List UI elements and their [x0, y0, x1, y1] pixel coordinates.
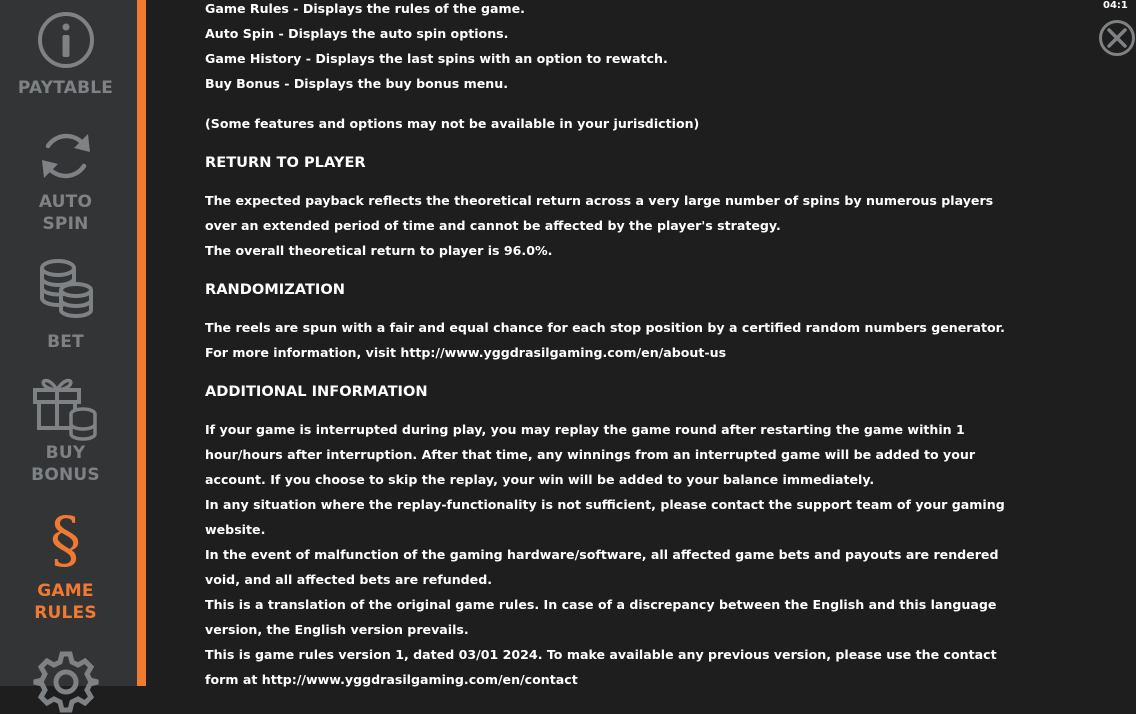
- sidebar-accent-bar: [137, 0, 146, 686]
- feature-game-rules: Game Rules - Displays the rules of the game.: [205, 1, 525, 16]
- sidebar-item-settings[interactable]: [0, 650, 131, 714]
- randomization-heading: RANDOMIZATION: [205, 281, 345, 298]
- sidebar-item-bet[interactable]: [0, 258, 131, 353]
- sidebar-item-label: GAME: [37, 581, 94, 601]
- sidebar: [0, 0, 137, 686]
- sidebar-item-label: AUTO: [38, 192, 93, 212]
- features-note: (Some features and options may not be available in your jurisdiction): [205, 116, 700, 131]
- feature-game-history: Game History - Displays the last spins with an option to rewatch.: [205, 51, 668, 66]
- additional-paragraph: In any situation where the replay-functionality is not sufficient, please contact the support team of your gaming website.: [205, 497, 1005, 537]
- sidebar-item-label-line2: BONUS: [31, 465, 100, 485]
- sidebar-item-auto-spin[interactable]: [0, 126, 131, 235]
- refresh-icon: [36, 126, 96, 186]
- settings-icon: [34, 650, 98, 714]
- additional-paragraph: This is a translation of the original game rules. In case of a discrepancy between the English and this language version, the English version prevails.: [205, 597, 997, 637]
- feature-buy-bonus: Buy Bonus - Displays the buy bonus menu.: [205, 76, 508, 91]
- rtp-paragraph: The expected payback reflects the theoretical return across a very large number of spins by numerous players over an extended period of time and cannot be affected by the player's strategy.: [205, 193, 994, 233]
- additional-paragraph: In the event of malfunction of the gaming hardware/software, all affected game bets and payouts are rendered void, and all affected bets are refunded.: [205, 547, 999, 587]
- sidebar-item-label: BUY: [45, 443, 86, 463]
- sidebar-item-label: PAYTABLE: [17, 78, 114, 98]
- sidebar-item-label-line2: RULES: [34, 603, 97, 623]
- feature-auto-spin: Auto Spin - Displays the auto spin options.: [205, 26, 509, 41]
- info-icon: [36, 10, 96, 70]
- randomization-paragraph: The reels are spun with a fair and equal chance for each stop position by a certified random numbers generator. For more information, visit http://www.yggdrasilgaming.com/en/about-us: [205, 320, 1005, 360]
- features-list: [205, 0, 1035, 96]
- sidebar-item-game-rules[interactable]: [0, 504, 131, 624]
- additional-info-body: [205, 417, 1010, 692]
- clock: 04:1: [1103, 0, 1128, 11]
- gift-icon: [31, 372, 101, 442]
- close-button[interactable]: [1098, 19, 1136, 57]
- additional-info-heading: ADDITIONAL INFORMATION: [205, 383, 428, 400]
- section-icon: §: [50, 503, 81, 576]
- coins-icon: [36, 258, 96, 320]
- additional-paragraph: If your game is interrupted during play, you may replay the game round after restarting the game within 1 hour/hours after interruption. After that time, any winnings from an interrupted game will be added to your account. If you choose to skip the replay, your win will be added to your balance immediately.: [205, 422, 976, 487]
- sidebar-item-paytable[interactable]: [0, 10, 131, 99]
- rtp-heading: RETURN TO PLAYER: [205, 154, 366, 171]
- sidebar-item-buy-bonus[interactable]: [0, 372, 131, 486]
- close-icon: [1098, 19, 1136, 57]
- sidebar-item-label-line2: SPIN: [42, 214, 89, 234]
- sidebar-item-label: BET: [47, 332, 84, 352]
- rtp-value: The overall theoretical return to player is 96.0%.: [205, 243, 553, 258]
- additional-paragraph: This is game rules version 1, dated 03/01 2024. To make available any previous version, please use the contact form at http://www.yggdrasilgaming.com/en/contact: [205, 647, 997, 687]
